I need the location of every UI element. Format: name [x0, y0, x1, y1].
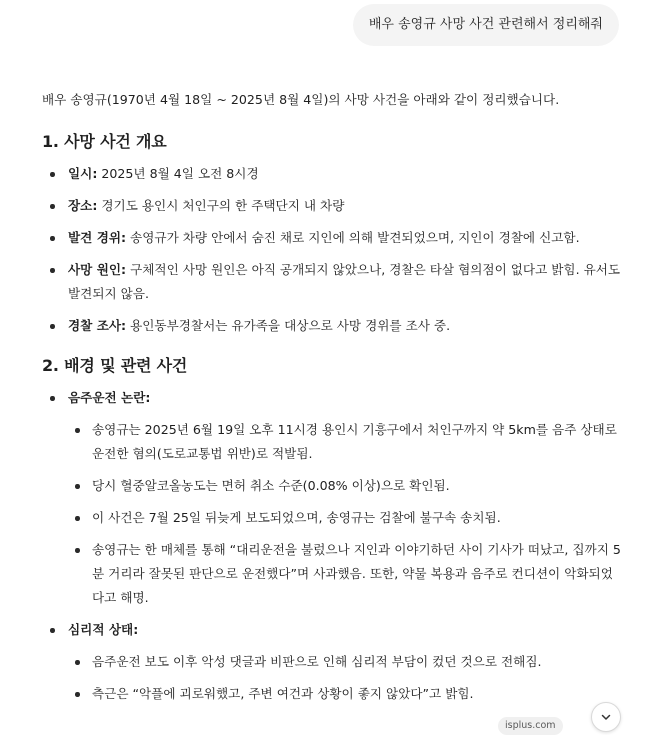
list-item: [42, 226, 622, 250]
section-heading: 2. 배경 및 관련 사건: [42, 356, 188, 375]
list-item: 송영규는 한 매체를 통해 “대리운전을 불렀으나 지인과 이야기하던 사이 기사가 떠났고, 집까지 5분 거리라 잘못된 판단으로 운전했다”며 사과했음. 또한, 약물 복용과 음주로 컨디션이 악화되었다고 해명.: [68, 538, 622, 610]
chevron-down-icon: [600, 711, 612, 723]
source-citation-tag[interactable]: isplus.com: [498, 717, 563, 735]
item-text: 송영규가 차량 안에서 숨진 채로 지인에 의해 발견되었으며, 지인이 경찰에 신고함.: [126, 230, 580, 245]
item-text: 경기도 용인시 처인구의 한 주택단지 내 차량: [97, 198, 345, 213]
item-text: 구체적인 사망 원인은 아직 공개되지 않았으나, 경찰은 타살 혐의점이 없다고 밝힘. 유서도 발견되지 않음.: [68, 262, 621, 301]
list-item: [42, 194, 622, 218]
group-label: 음주운전 논란:: [68, 390, 151, 405]
overview-list: [42, 162, 622, 338]
item-text: 2025년 8월 4일 오전 8시경: [97, 166, 259, 181]
section-heading: 1. 사망 사건 개요: [42, 132, 167, 151]
item-label: 사망 원인:: [68, 262, 127, 277]
list-item: 송영규는 2025년 6월 19일 오후 11시경 용인시 기흥구에서 처인구까지 약 5km를 음주 상태로 운전한 혐의(도로교통법 위반)로 적발됨.: [68, 418, 622, 466]
list-item: [42, 386, 622, 610]
section-overview: [42, 130, 622, 338]
item-text: 용인동부경찰서는 유가족을 대상으로 사망 경위를 조사 중.: [126, 318, 451, 333]
item-label: 발견 경위:: [68, 230, 127, 245]
list-item: [42, 162, 622, 186]
sub-list: [68, 418, 622, 610]
list-item: 측근은 “악플에 괴로워했고, 주변 여건과 상황이 좋지 않았다”고 밝힘.: [68, 682, 622, 706]
item-label: 장소:: [68, 198, 98, 213]
scroll-down-button[interactable]: [591, 702, 621, 732]
list-item: [42, 618, 622, 706]
list-item: [42, 258, 622, 306]
list-item: 당시 혈중알코올농도는 면허 취소 수준(0.08% 이상)으로 확인됨.: [68, 474, 622, 498]
group-label: 심리적 상태:: [68, 622, 139, 637]
response-intro: 배우 송영규(1970년 4월 18일 ~ 2025년 8월 4일)의 사망 사건을 아래와 같이 정리했습니다.: [42, 92, 560, 107]
assistant-response: [42, 88, 622, 714]
list-item: [42, 314, 622, 338]
item-label: 일시:: [68, 166, 98, 181]
user-message-bubble: 배우 송영규 사망 사건 관련해서 정리해줘: [353, 4, 619, 46]
list-item: 음주운전 보도 이후 악성 댓글과 비판으로 인해 심리적 부담이 컸던 것으로 전해짐.: [68, 650, 622, 674]
list-item: 이 사건은 7월 25일 뒤늦게 보도되었으며, 송영규는 검찰에 불구속 송치됨.: [68, 506, 622, 530]
section-background: [42, 354, 622, 706]
item-label: 경찰 조사:: [68, 318, 127, 333]
background-list: [42, 386, 622, 706]
sub-list: [68, 650, 622, 706]
